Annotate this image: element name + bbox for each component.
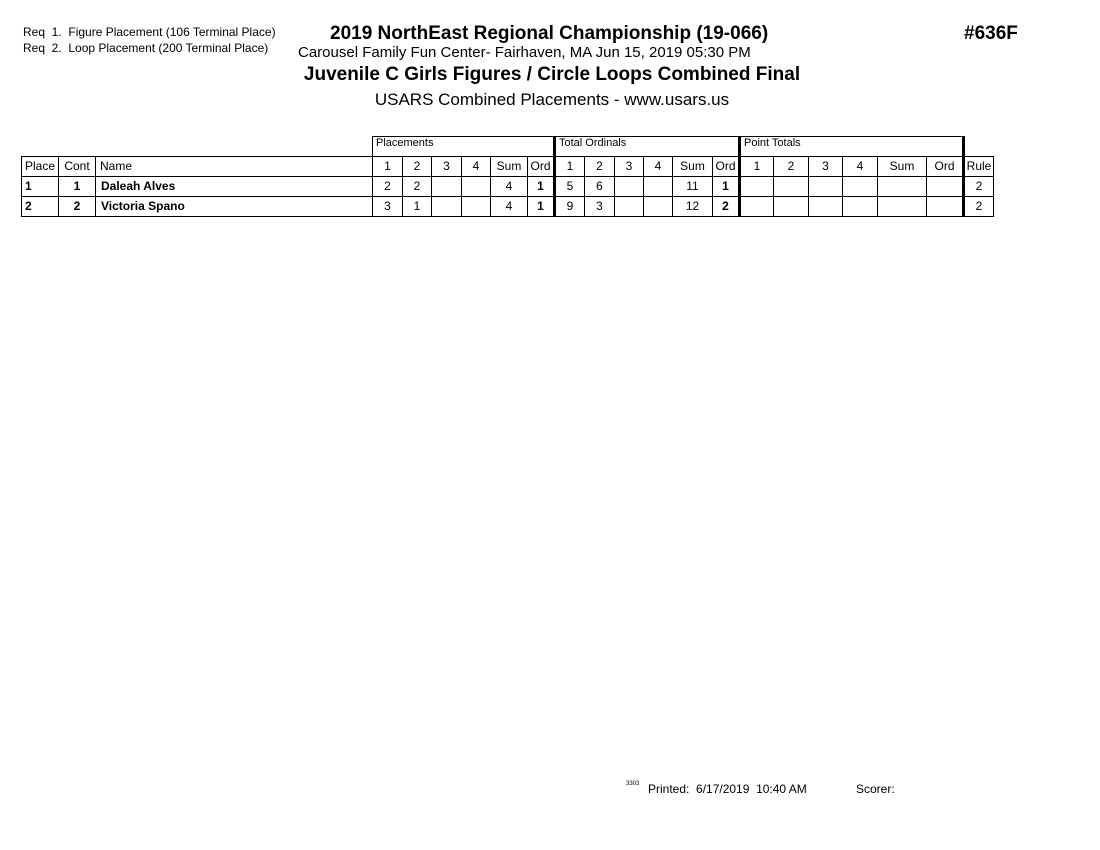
report-subtitle: USARS Combined Placements - www.usars.us (374, 90, 730, 109)
placement-sum-cell: 4 (491, 177, 528, 197)
venue-date: Carousel Family Fun Center- Fairhaven, MA Jun 15, 2019 05:30 PM (298, 44, 751, 61)
place-cell: 1 (22, 177, 59, 197)
column-header: 3 (809, 157, 843, 177)
ordinal-cell: 5 (555, 177, 585, 197)
printed-timestamp: Printed: 6/17/2019 10:40 AM (648, 782, 807, 796)
placement-cell (462, 177, 491, 197)
ordinal-ord-cell: 1 (713, 177, 740, 197)
point-sum-cell (878, 177, 927, 197)
placement-cell (432, 177, 462, 197)
point-cell (843, 197, 878, 217)
placement-ord-cell: 1 (528, 197, 555, 217)
column-header: 1 (373, 157, 403, 177)
name-cell: Victoria Spano (96, 197, 373, 217)
point-cell (774, 197, 809, 217)
ordinal-cell (644, 197, 673, 217)
placement-cell: 2 (403, 177, 432, 197)
placement-cell (462, 197, 491, 217)
column-header: 4 (644, 157, 673, 177)
group-spacer (964, 137, 994, 157)
point-cell (809, 177, 843, 197)
column-header: Ord (528, 157, 555, 177)
rule-cell: 2 (964, 197, 994, 217)
point-cell (843, 177, 878, 197)
point-ord-cell (927, 197, 964, 217)
ordinal-cell (615, 177, 644, 197)
championship-title: 2019 NorthEast Regional Championship (19-066) (330, 23, 769, 44)
column-header: 3 (432, 157, 462, 177)
event-code: #636F (964, 23, 1018, 44)
ordinal-cell: 6 (585, 177, 615, 197)
group-point-totals: Point Totals (740, 137, 964, 157)
table-row (22, 177, 994, 197)
name-cell: Daleah Alves (96, 177, 373, 197)
column-header: 1 (555, 157, 585, 177)
placement-cell: 2 (373, 177, 403, 197)
column-header: 4 (462, 157, 491, 177)
column-header: Ord (927, 157, 964, 177)
ordinal-cell (644, 177, 673, 197)
ordinal-sum-cell: 11 (673, 177, 713, 197)
cont-cell: 1 (59, 177, 96, 197)
column-header: 1 (740, 157, 774, 177)
event-title: Juvenile C Girls Figures / Circle Loops Combined Final (303, 64, 801, 85)
point-sum-cell (878, 197, 927, 217)
footer-small-mark: 3303 (626, 781, 640, 787)
placement-ord-cell: 1 (528, 177, 555, 197)
column-header: Sum (491, 157, 528, 177)
column-header: 2 (585, 157, 615, 177)
table-row (22, 197, 994, 217)
point-cell (740, 177, 774, 197)
placement-cell (432, 197, 462, 217)
rule-cell: 2 (964, 177, 994, 197)
point-ord-cell (927, 177, 964, 197)
ordinal-cell: 9 (555, 197, 585, 217)
column-header: Rule (964, 157, 994, 177)
column-header: 2 (403, 157, 432, 177)
cont-cell: 2 (59, 197, 96, 217)
column-header: 4 (843, 157, 878, 177)
group-header-row (22, 137, 994, 157)
place-cell: 2 (22, 197, 59, 217)
point-cell (740, 197, 774, 217)
placement-cell: 1 (403, 197, 432, 217)
ordinal-cell: 3 (585, 197, 615, 217)
scorer-label: Scorer: (856, 782, 895, 796)
point-cell (774, 177, 809, 197)
column-header: Sum (878, 157, 927, 177)
requirement-2: Req 2. Loop Placement (200 Terminal Place) (23, 41, 269, 55)
column-header: Place (22, 157, 59, 177)
column-header: 2 (774, 157, 809, 177)
results-table (21, 136, 994, 217)
group-total-ordinals: Total Ordinals (555, 137, 740, 157)
column-header: Name (96, 157, 373, 177)
column-header: Sum (673, 157, 713, 177)
column-header: 3 (615, 157, 644, 177)
column-header-row (22, 157, 994, 177)
point-cell (809, 197, 843, 217)
column-header: Cont (59, 157, 96, 177)
placement-sum-cell: 4 (491, 197, 528, 217)
requirement-1: Req 1. Figure Placement (106 Terminal Place) (23, 25, 276, 39)
ordinal-sum-cell: 12 (673, 197, 713, 217)
ordinal-ord-cell: 2 (713, 197, 740, 217)
group-placements: Placements (373, 137, 555, 157)
ordinal-cell (615, 197, 644, 217)
placement-cell: 3 (373, 197, 403, 217)
column-header: Ord (713, 157, 740, 177)
group-spacer (22, 137, 373, 157)
